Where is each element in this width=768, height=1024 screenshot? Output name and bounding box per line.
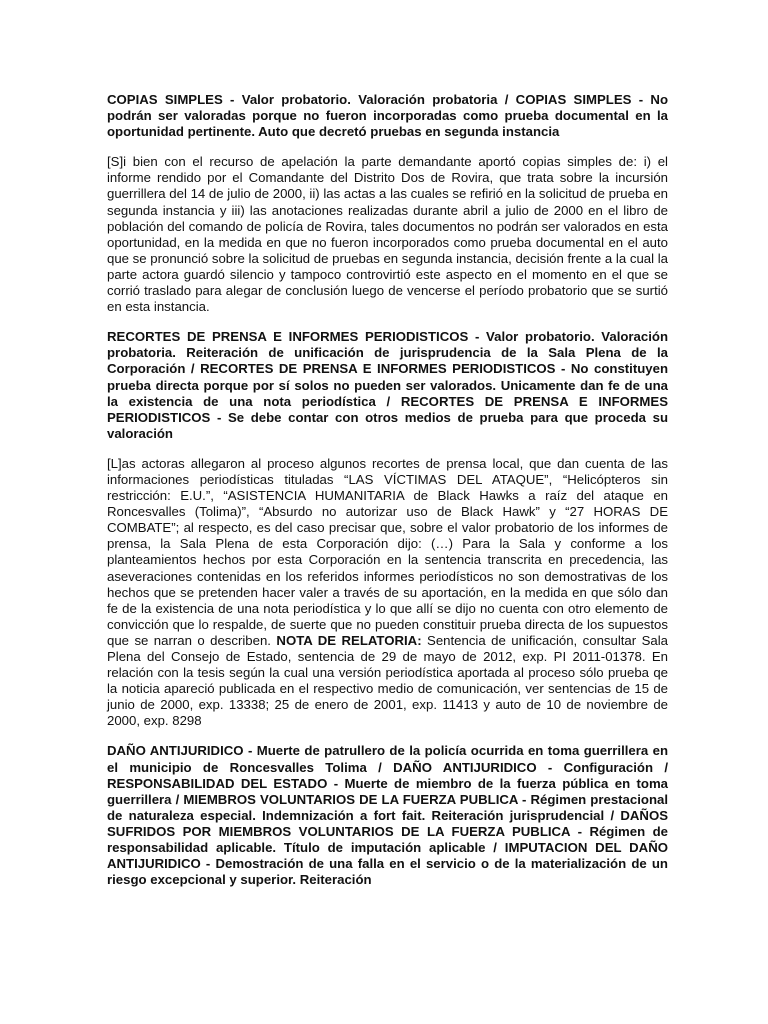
section-heading-copias-simples: COPIAS SIMPLES - Valor probatorio. Valoración probatoria / COPIAS SIMPLES - No podrán ser valoradas porque no fueron incorporadas como prueba documental en la oportunidad pertinente. Auto que decretó pruebas en segunda instancia	[107, 92, 668, 140]
section-heading-dano-antijuridico: DAÑO ANTIJURIDICO - Muerte de patrullero de la policía ocurrida en toma guerrillera en el municipio de Roncesvalles Tolima / DAÑO ANTIJURIDICO - Configuración / RESPONSABILIDAD DEL ESTADO - Muerte de miembro de la fuerza pública en toma guerrillera / MIEMBROS VOLUNTARIOS DE LA FUERZA PUBLICA - Régimen prestacional de naturaleza especial. Indemnización a fort fait. Reiteración jurisprudencial / DAÑOS SUFRIDOS POR MIEMBROS VOLUNTARIOS DE LA FUERZA PUBLICA - Régimen de responsabilidad aplicable. Título de imputación aplicable / IMPUTACION DEL DAÑO ANTIJURIDICO - Demostración de una falla en el servicio o de la materialización de un riesgo excepcional y superior. Reiteración	[107, 743, 668, 888]
section-body-recortes-prensa	[107, 456, 668, 730]
recortes-body-text: [L]as actoras allegaron al proceso algunos recortes de prensa local, que dan cuenta de las informaciones periodísticas tituladas “LAS VÍCTIMAS DEL ATAQUE”, “Helicópteros sin restricción: E.U.”, “ASISTENCIA HUMANITARIA de Black Hawks a raíz del ataque en Roncesvalles (Tolima)”, “Absurdo no autorizar uso de Black Hawk” y “27 HORAS DE COMBATE”; al respecto, es del caso precisar que, sobre el valor probatorio de los informes de prensa, la Sala Plena de esta Corporación dijo: (…) Para la Sala y conforme a los planteamientos hechos por esta Corporación en la sentencia transcrita en precedencia, las aseveraciones contenidas en los referidos informes periodísticos no son demostrativas de los hechos que se pretenden hacer valer a través de su aportación, en la medida en que sólo dan fe de la existencia de una nota periodística y lo que allí se dijo no cuenta con otro elemento de convicción que lo respalde, de suerte que no pueden constituir prueba directa de los supuestos que se narran o describen.	[107, 455, 668, 648]
nota-relatoria-label: NOTA DE RELATORIA:	[276, 632, 422, 648]
section-body-copias-simples: [S]i bien con el recurso de apelación la parte demandante aportó copias simples de: i) el informe rendido por el Comandante del Distrito Dos de Rovira, que trata sobre la incursión guerrillera del 14 de julio de 2000, ii) las actas a las cuales se refirió en la solicitud de prueba en segunda instancia y iii) las anotaciones realizadas durante abril a julio de 2000 en el libro de población del comando de policía de Rovira, tales documentos no podrán ser valorados en esta oportunidad, en la medida en que no fueron incorporados como prueba documental en el auto que se pronunció sobre la solicitud de pruebas en segunda instancia, decisión frente a la cual la parte actora guardó silencio y tampoco controvirtió este aspecto en el momento en el que se corrió traslado para alegar de conclusión luego de vencerse el período probatorio que se surtió en esta instancia.	[107, 154, 668, 315]
section-heading-recortes-prensa: RECORTES DE PRENSA E INFORMES PERIODISTICOS - Valor probatorio. Valoración probatoria. Reiteración de unificación de jurisprudencia de la Sala Plena de la Corporación / RECORTES DE PRENSA E INFORMES PERIODISTICOS - No constituyen prueba directa porque por sí solos no pueden ser valorados. Unicamente dan fe de una la existencia de una nota periodística / RECORTES DE PRENSA E INFORMES PERIODISTICOS - Se debe contar con otros medios de prueba para que proceda su valoración	[107, 329, 668, 441]
nota-relatoria-text: Sentencia de unificación, consultar Sala Plena del Consejo de Estado, sentencia de 29 de mayo de 2012, exp. PI 2011-01378. En relación con la tesis según la cual una versión periodística aportada al proceso sólo prueba qe la noticia apareció publicada en el respectivo medio de comunicación, ver sentencias de 15 de junio de 2000, exp. 13338; 25 de enero de 2001, exp. 11413 y auto de 10 de noviembre de 2000, exp. 8298	[107, 632, 668, 729]
